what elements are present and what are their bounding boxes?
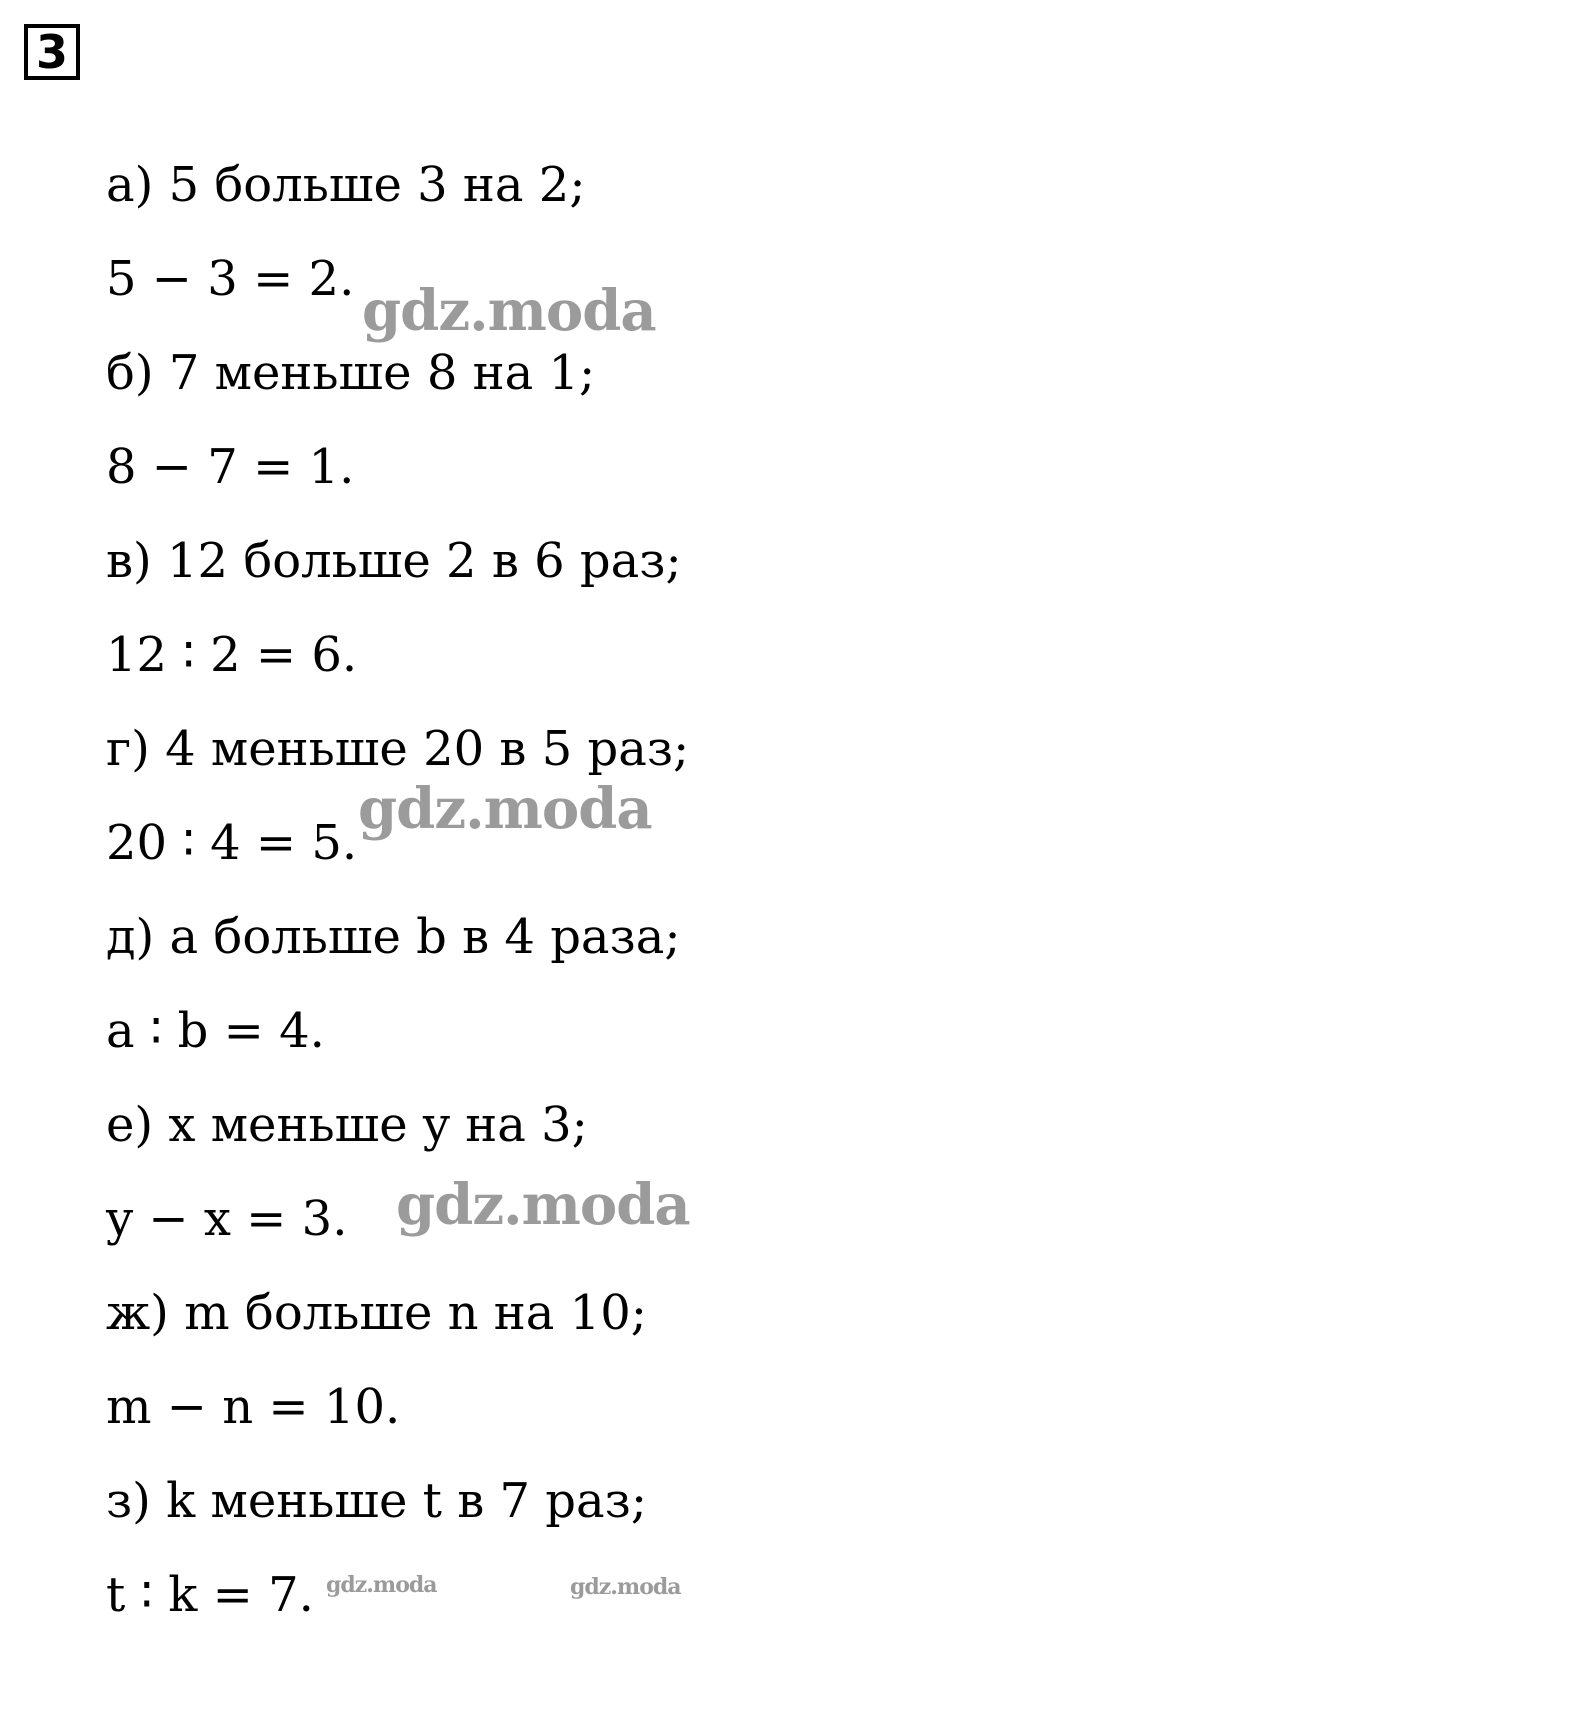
line-a-statement: а) 5 больше 3 на 2; xyxy=(106,157,586,213)
line-d-statement: д) a больше b в 4 раза; xyxy=(106,909,681,965)
watermark-2: gdz.moda xyxy=(358,776,652,842)
line-g-statement: г) 4 меньше 20 в 5 раз; xyxy=(106,721,690,777)
line-e-statement: е) x меньше y на 3; xyxy=(106,1097,588,1153)
line-d-equation: a ∶ b = 4. xyxy=(106,1003,325,1059)
line-zh-equation: m − n = 10. xyxy=(106,1379,401,1435)
line-v-statement: в) 12 больше 2 в 6 раз; xyxy=(106,533,682,589)
line-e-equation: y − x = 3. xyxy=(106,1191,348,1247)
watermark-5: gdz.moda xyxy=(570,1574,681,1600)
solution-body xyxy=(106,138,689,1642)
line-z-statement: з) k меньше t в 7 раз; xyxy=(106,1473,647,1529)
line-g-equation: 20 ∶ 4 = 5. xyxy=(106,815,358,871)
watermark-3: gdz.moda xyxy=(396,1172,690,1238)
line-b-statement: б) 7 меньше 8 на 1; xyxy=(106,345,596,401)
line-z-equation: t ∶ k = 7. xyxy=(106,1567,314,1623)
line-a-equation: 5 − 3 = 2. xyxy=(106,251,355,307)
line-b-equation: 8 − 7 = 1. xyxy=(106,439,355,495)
watermark-4: gdz.moda xyxy=(326,1572,437,1598)
watermark-1: gdz.moda xyxy=(362,278,656,344)
line-zh-statement: ж) m больше n на 10; xyxy=(106,1285,647,1341)
task-number-badge: 3 xyxy=(24,24,80,80)
line-v-equation: 12 ∶ 2 = 6. xyxy=(106,627,358,683)
